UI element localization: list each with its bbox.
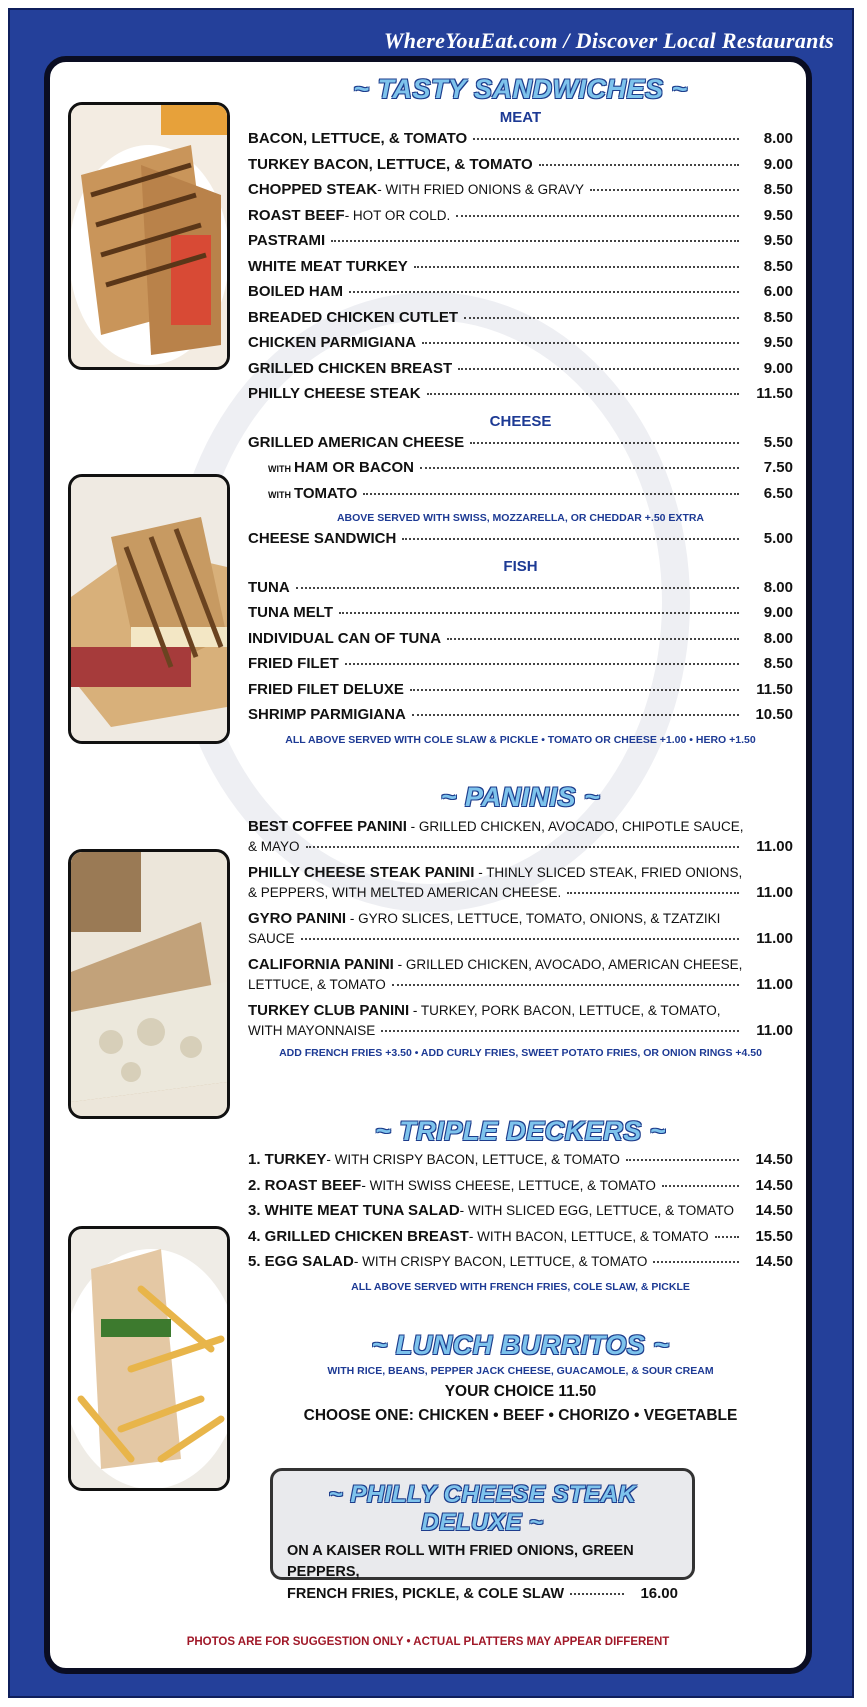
triple-deckers-note: ALL ABOVE SERVED WITH FRENCH FRIES, COLE SLAW, & PICKLE (351, 1280, 690, 1293)
menu-item: 5. EGG SALAD - WITH CRISPY BACON, LETTUCE, & TOMATO 14.50 (248, 1253, 793, 1270)
section-title-triple-deckers: ~ TRIPLE DECKERS ~ (374, 1116, 667, 1146)
photo-grilled-sandwich (68, 102, 230, 370)
deluxe-line1: ON A KAISER ROLL WITH FRIED ONIONS, GREEN PEPPERS, (287, 1543, 634, 1580)
menu-item: 4. GRILLED CHICKEN BREAST - WITH BACON, LETTUCE, & TOMATO 15.50 (248, 1227, 793, 1245)
section-title-paninis: ~ PANINIS ~ (440, 782, 601, 812)
menu-item: FRIED FILET 8.50 (248, 655, 793, 672)
menu-item: TUNA MELT 9.00 (248, 604, 793, 621)
menu-item: SHRIMP PARMIGIANA 10.50 (248, 706, 793, 723)
burritos-options: CHOOSE ONE: CHICKEN • BEEF • CHORIZO • VEGETABLE (303, 1407, 738, 1424)
paninis-note: ADD FRENCH FRIES +3.50 • ADD CURLY FRIES, SWEET POTATO FRIES, OR ONION RINGS +4.50 (279, 1047, 762, 1059)
heading-fish: FISH (503, 557, 538, 575)
sandwiches-section (248, 74, 793, 752)
menu-panel (44, 56, 812, 1674)
fish-note: ALL ABOVE SERVED WITH COLE SLAW & PICKLE • TOMATO OR CHEESE +1.00 • HERO +1.50 (285, 733, 756, 746)
menu-item: WITH HAM OR BACON 7.50 (268, 459, 793, 476)
menu-item: CHEESE SANDWICH 5.00 (248, 530, 793, 547)
burritos-price: YOUR CHOICE 11.50 (444, 1383, 597, 1400)
photo-triple-decker-fries (68, 1226, 230, 1491)
menu-item: 3. WHITE MEAT TUNA SALAD - WITH SLICED EGG, LETTUCE, & TOMATO 14.50 (248, 1202, 793, 1219)
burritos-section (248, 1330, 793, 1431)
menu-item: PHILLY CHEESE STEAK PANINI - THINLY SLICED STEAK, FRIED ONIONS, & PEPPERS, WITH MELTED AMERICAN CHEESE. 11.00 (248, 864, 793, 901)
menu-item: CALIFORNIA PANINI - GRILLED CHICKEN, AVOCADO, AMERICAN CHEESE, LETTUCE, & TOMATO 11.00 (248, 956, 793, 993)
menu-item: BREADED CHICKEN CUTLET 8.50 (248, 308, 793, 326)
photo-panini (68, 474, 230, 744)
menu-item: GRILLED AMERICAN CHEESE 5.50 (248, 433, 793, 451)
menu-item: FRIED FILET DELUXE 11.50 (248, 680, 793, 698)
section-title-deluxe: ~ PHILLY CHEESE STEAK DELUXE ~ (328, 1481, 637, 1536)
heading-cheese: CHEESE (489, 412, 552, 430)
site-banner: WhereYouEat.com / Discover Local Restaurants (383, 28, 834, 53)
section-title-sandwiches: ~ TASTY SANDWICHES ~ (353, 74, 688, 104)
menu-item: INDIVIDUAL CAN OF TUNA 8.00 (248, 629, 793, 647)
menu-item: CHOPPED STEAK - WITH FRIED ONIONS & GRAVY 8.50 (248, 181, 793, 198)
menu-item: BEST COFFEE PANINI - GRILLED CHICKEN, AVOCADO, CHIPOTLE SAUCE, & MAYO 11.00 (248, 818, 793, 855)
deluxe-line2: FRENCH FRIES, PICKLE, & COLE SLAW 16.00 (287, 1585, 678, 1602)
menu-item: GYRO PANINI - GYRO SLICES, LETTUCE, TOMATO, ONIONS, & TZATZIKI SAUCE 11.00 (248, 910, 793, 947)
menu-item: ROAST BEEF - HOT OR COLD. 9.50 (248, 206, 793, 224)
triple-deckers-section (248, 1116, 793, 1299)
menu-item: 1. TURKEY - WITH CRISPY BACON, LETTUCE, & TOMATO 14.50 (248, 1151, 793, 1168)
burritos-sub: WITH RICE, BEANS, PEPPER JACK CHEESE, GUACAMOLE, & SOUR CREAM (327, 1365, 714, 1377)
menu-item: PHILLY CHEESE STEAK 11.50 (248, 385, 793, 402)
menu-item: TURKEY BACON, LETTUCE, & TOMATO 9.00 (248, 155, 793, 173)
menu-item: GRILLED CHICKEN BREAST 9.00 (248, 359, 793, 377)
photo-chicken-salad-sandwich (68, 849, 230, 1119)
section-title-burritos: ~ LUNCH BURRITOS ~ (371, 1330, 670, 1360)
photo-disclaimer: PHOTOS ARE FOR SUGGESTION ONLY • ACTUAL PLATTERS MAY APPEAR DIFFERENT (186, 1636, 670, 1648)
menu-item: WITH TOMATO 6.50 (268, 484, 793, 502)
menu-item: BOILED HAM 6.00 (248, 283, 793, 300)
menu-item: 2. ROAST BEEF - WITH SWISS CHEESE, LETTUCE, & TOMATO 14.50 (248, 1176, 793, 1194)
cheese-note: ABOVE SERVED WITH SWISS, MOZZARELLA, OR CHEDDAR +.50 EXTRA (336, 512, 705, 524)
menu-item: CHICKEN PARMIGIANA 9.50 (248, 334, 793, 351)
menu-item: TURKEY CLUB PANINI - TURKEY, PORK BACON, LETTUCE, & TOMATO, WITH MAYONNAISE 11.00 (248, 1002, 793, 1039)
menu-item: BACON, LETTUCE, & TOMATO 8.00 (248, 130, 793, 147)
deluxe-box (270, 1468, 695, 1602)
heading-meat: MEAT (499, 109, 542, 126)
menu-item: WHITE MEAT TURKEY 8.50 (248, 257, 793, 275)
paninis-section (248, 782, 793, 1065)
menu-item: TUNA 8.00 (248, 578, 793, 596)
menu-item: PASTRAMI 9.50 (248, 232, 793, 249)
